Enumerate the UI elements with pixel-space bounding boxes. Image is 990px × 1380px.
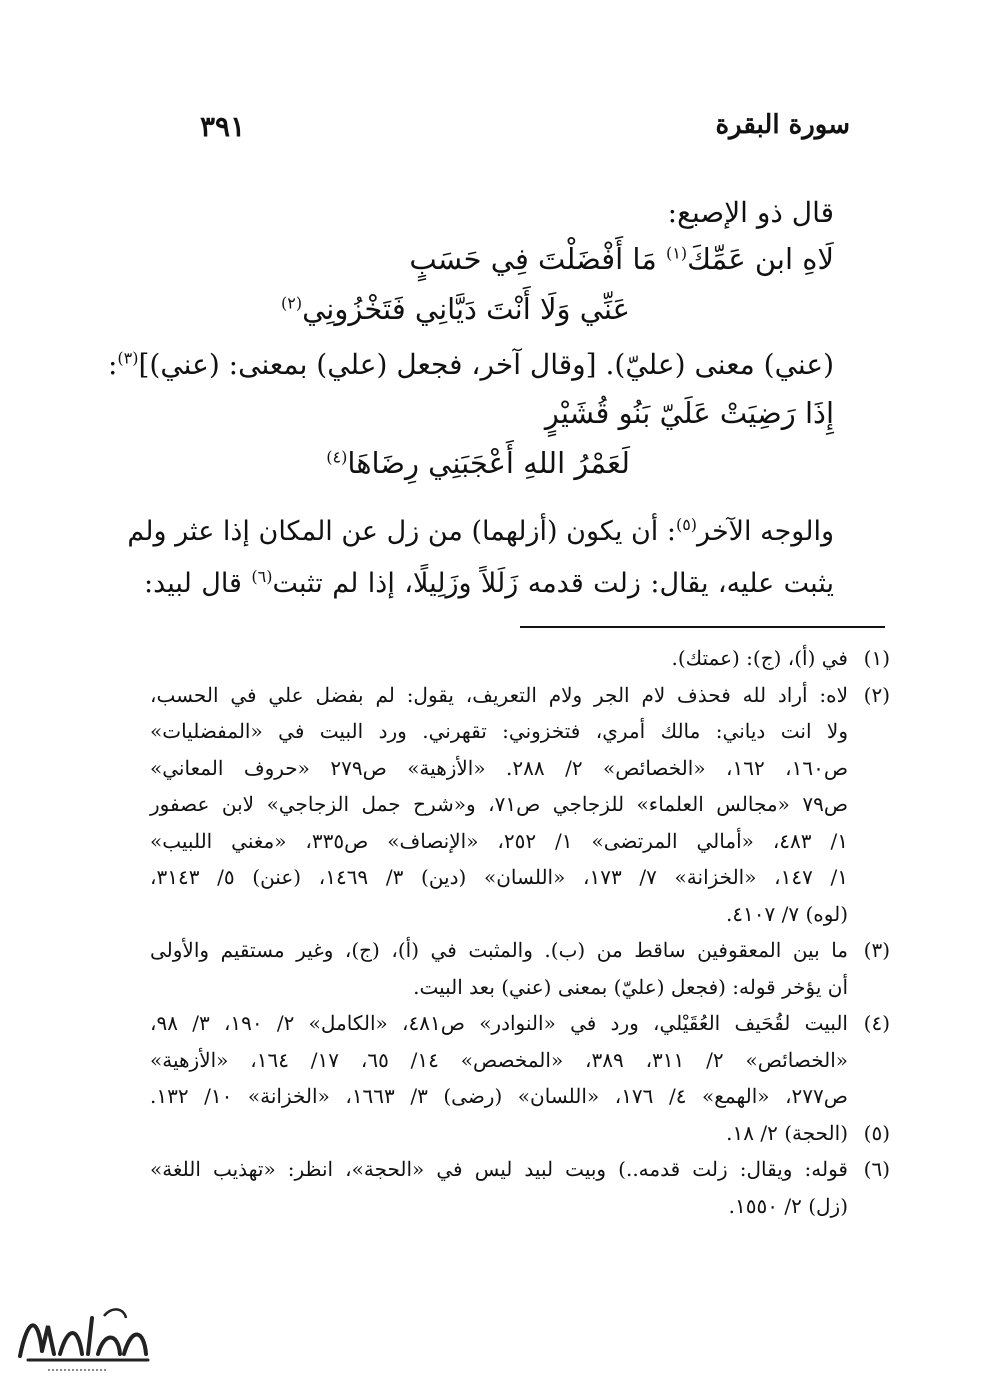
footnote-number: (١): [863, 646, 890, 670]
footnote-number: (٤): [863, 1011, 890, 1035]
prose-text: يثبت عليه، يقال: زلت قدمه زَلَلاً وزَلِيلًا، إذا لم تثبت: [272, 568, 834, 599]
footnote-line: لاه: أراد لله فحذف لام الجر ولام التعريف، يقول: لم بفضل علي في الحسب،: [150, 682, 848, 707]
footnote-ref: (٥): [675, 515, 698, 534]
footnote-line: ١/ ٤٨٣، «أمالي المرتضى» ١/ ٢٥٢، «الإنصاف» ص٣٣٥، «مغني اللبيب»: [150, 828, 848, 853]
verse-line-1: [409, 242, 834, 276]
footnote-line: ص٧٩ «مجالس العلماء» للزجاجي ص٧١، و«شرح جمل الزجاجي» لابن عصفور: [150, 792, 848, 816]
footnote-line: أن يؤخر قوله: (فجعل (عليّ) بمعنى (عني) بعد البيت.: [413, 974, 848, 999]
footnote-line: ما بين المعقوفين ساقط من (ب). والمثبت في (أ)، (ج)، وغير مستقيم والأولى: [150, 938, 848, 962]
page-header: [200, 110, 850, 150]
calligraphy-seal: [8, 1296, 158, 1380]
prose-text: :: [107, 348, 118, 381]
intro-line: [668, 196, 834, 229]
footnote-separator: [520, 626, 885, 628]
prose-text: (عني) معنى (عليّ). [وقال آخر، فجعل (علي) بمعنى: (عني)]: [138, 348, 834, 381]
prose-line-1: [107, 348, 834, 381]
footnote-line: ١/ ١٤٧، «الخزانة» ٧/ ١٧٣، «اللسان» (دين) ٣/ ١٤٦٩، (عنن) ٥/ ٣١٤٣،: [150, 865, 849, 889]
prose-line-3: [144, 568, 834, 599]
footnote-line: ولا انت دياني: مالك أمري، فتخزوني: تقهرني. ورد البيت في «المفضليات»: [150, 719, 848, 743]
verse-text: لَاهِ ابن عَمِّكَ: [687, 242, 834, 276]
page-number: ٣٩١: [200, 110, 246, 143]
footnote-ref: (١): [666, 243, 688, 263]
footnote-number: (٣): [863, 938, 890, 962]
footnote-number: (٥): [863, 1120, 890, 1145]
footnote-ref: (٦): [251, 567, 273, 586]
footnote-ref: (٢): [281, 293, 303, 313]
footnote-number: (٢): [863, 682, 890, 707]
verse-line-4: [326, 446, 630, 480]
footnote-line: ص٢٧٧، «الهمع» ٤/ ١٧٦، «اللسان» (رضى) ٣/ ١٦٦٣، «الخزانة» ١٠/ ١٣٢.: [150, 1084, 848, 1108]
footnote-line: (زل) ٢/ ١٥٥٠.: [728, 1193, 848, 1218]
footnote-line: قوله: ويقال: زلت قدمه..) وبيت لبيد ليس في «الحجة»، انظر: «تهذيب اللغة»: [150, 1157, 848, 1181]
footnote-line: (لوه) ٧/ ٤١٠٧.: [725, 901, 848, 926]
verse-line-2: [281, 292, 630, 326]
prose-text: قال لبيد:: [144, 568, 252, 599]
prose-text: والوجه الآخر: [697, 516, 834, 547]
surah-title: سورة البقرة: [715, 110, 850, 140]
footnote-line: (الحجة) ٢/ ١٨.: [726, 1120, 848, 1145]
footnote-line: البيت لقُحَيف العُقَيْلي، ورد في «النوادر» ص٤٨١، «الكامل» ٢/ ١٩٠، ٣/ ٩٨،: [150, 1011, 848, 1035]
footnote-4: [150, 1005, 890, 1115]
verse-line-3: [545, 396, 834, 430]
footnote-ref: (٣): [117, 348, 139, 368]
footnote-6: [150, 1151, 890, 1224]
footnotes: [150, 640, 890, 1224]
prose-line-2: [127, 515, 834, 547]
prose-text: : أن يكون (أزلهما) من زل عن المكان إذا عثر ولم: [127, 516, 676, 547]
verse-text: إِذَا رَضِيَتْ عَلَيّ بَنُو قُشَيْرٍ: [544, 396, 834, 430]
footnote-line: ص١٦٠، ١٦٢، «الخصائص» ٢/ ٢٨٨. «الأزهية» ص٢٧٩ «حروف المعاني»: [150, 755, 849, 780]
footnote-number: (٦): [863, 1157, 890, 1181]
verse-text: لَعَمْرُ اللهِ أَعْجَبَنِي رِضَاهَا: [347, 446, 630, 480]
footnote-line: «الخصائص» ٢/ ٣١١، ٣٨٩، «المخصص» ١٤/ ٦٥، ١٧/ ١٦٤، «الأزهية»: [150, 1047, 848, 1072]
footnote-5: [150, 1115, 890, 1152]
footnote-line: في (أ)، (ج): (عمتك).: [671, 646, 848, 670]
footnote-1: [150, 640, 890, 677]
footnote-ref: (٤): [326, 447, 348, 467]
verse-text: عَنِّي وَلَا أَنْتَ دَيَّانِي فَتَخْزُونِي: [302, 292, 630, 326]
footnote-3: [150, 932, 890, 1005]
footnote-2: [150, 677, 890, 933]
intro-text: قال ذو الإصبع:: [667, 196, 834, 229]
verse-text: مَا أَفْضَلْتَ فِي حَسَبٍ: [409, 242, 657, 276]
